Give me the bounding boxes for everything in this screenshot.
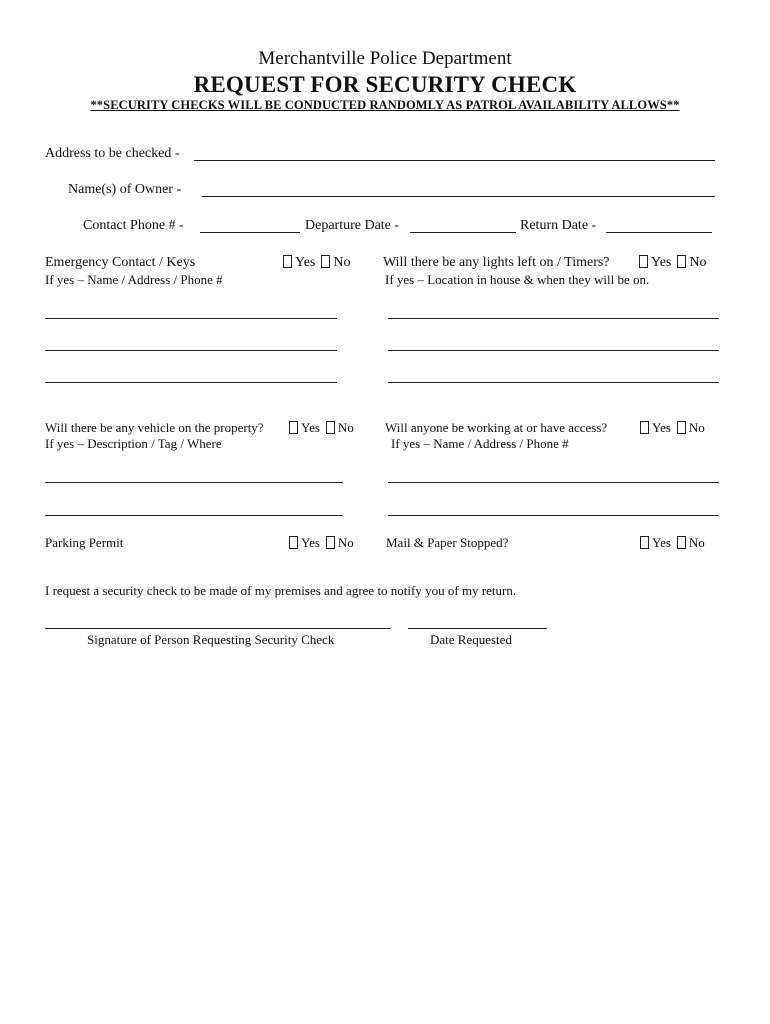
yes-label: Yes bbox=[295, 255, 316, 270]
mail-paper-label: Mail & Paper Stopped? bbox=[386, 535, 509, 550]
access-label: Will anyone be working at or have access? bbox=[385, 420, 608, 435]
no-label: No bbox=[689, 255, 707, 270]
no-label: No bbox=[688, 420, 705, 435]
phone-field[interactable] bbox=[200, 232, 300, 233]
emergency-yes-checkbox[interactable] bbox=[283, 255, 292, 268]
department-name: Merchantville Police Department bbox=[258, 48, 512, 69]
signature-label: Signature of Person Requesting Security Check bbox=[87, 632, 335, 647]
yes-label: Yes bbox=[301, 420, 320, 435]
emergency-answer-line[interactable] bbox=[45, 382, 337, 383]
date-requested-label: Date Requested bbox=[430, 632, 512, 647]
lights-answer-line[interactable] bbox=[388, 318, 719, 319]
mail-yes-checkbox[interactable] bbox=[640, 536, 649, 549]
yes-label: Yes bbox=[651, 255, 672, 270]
vehicle-sub: If yes – Description / Tag / Where bbox=[45, 436, 222, 451]
patrol-notice: **SECURITY CHECKS WILL BE CONDUCTED RANDOMLY AS PATROL AVAILABILITY ALLOWS** bbox=[90, 98, 680, 112]
lights-options bbox=[639, 255, 713, 271]
yes-label: Yes bbox=[301, 535, 320, 550]
lights-label: Will there be any lights left on / Timers? bbox=[383, 255, 610, 270]
no-label: No bbox=[337, 535, 354, 550]
vehicle-options bbox=[289, 420, 360, 436]
vehicle-label: Will there be any vehicle on the property? bbox=[45, 420, 264, 435]
emergency-contact-label: Emergency Contact / Keys bbox=[45, 255, 196, 270]
access-sub: If yes – Name / Address / Phone # bbox=[391, 436, 569, 451]
lights-yes-checkbox[interactable] bbox=[639, 255, 648, 268]
lights-no-checkbox[interactable] bbox=[677, 255, 686, 268]
parking-no-checkbox[interactable] bbox=[326, 536, 335, 549]
return-label: Return Date - bbox=[520, 218, 597, 233]
yes-label: Yes bbox=[652, 420, 671, 435]
parking-yes-checkbox[interactable] bbox=[289, 536, 298, 549]
phone-label: Contact Phone # - bbox=[83, 218, 184, 233]
access-no-checkbox[interactable] bbox=[677, 421, 686, 434]
access-yes-checkbox[interactable] bbox=[640, 421, 649, 434]
access-answer-line[interactable] bbox=[388, 515, 719, 516]
emergency-no-checkbox[interactable] bbox=[321, 255, 330, 268]
emergency-contact-sub: If yes – Name / Address / Phone # bbox=[45, 272, 223, 287]
no-label: No bbox=[688, 535, 705, 550]
mail-options bbox=[640, 535, 711, 551]
owner-label: Name(s) of Owner - bbox=[68, 182, 182, 197]
vehicle-answer-line[interactable] bbox=[45, 482, 343, 483]
agreement-text: I request a security check to be made of my premises and agree to notify you of my return. bbox=[45, 583, 517, 598]
parking-options bbox=[289, 535, 360, 551]
lights-answer-line[interactable] bbox=[388, 350, 719, 351]
vehicle-answer-line[interactable] bbox=[45, 515, 343, 516]
return-date-field[interactable] bbox=[606, 232, 712, 233]
emergency-answer-line[interactable] bbox=[45, 318, 337, 319]
vehicle-no-checkbox[interactable] bbox=[326, 421, 335, 434]
lights-sub: If yes – Location in house & when they will be on. bbox=[385, 272, 650, 287]
address-label: Address to be checked - bbox=[45, 146, 180, 161]
date-requested-field[interactable] bbox=[408, 628, 547, 629]
signature-field[interactable] bbox=[45, 628, 391, 629]
no-label: No bbox=[333, 255, 351, 270]
emergency-answer-line[interactable] bbox=[45, 350, 337, 351]
owner-field[interactable] bbox=[202, 196, 715, 197]
departure-label: Departure Date - bbox=[305, 218, 400, 233]
access-answer-line[interactable] bbox=[388, 482, 719, 483]
yes-label: Yes bbox=[652, 535, 671, 550]
emergency-options bbox=[283, 255, 357, 271]
departure-date-field[interactable] bbox=[410, 232, 516, 233]
parking-permit-label: Parking Permit bbox=[45, 535, 124, 550]
vehicle-yes-checkbox[interactable] bbox=[289, 421, 298, 434]
address-field[interactable] bbox=[194, 160, 715, 161]
form-title: REQUEST FOR SECURITY CHECK bbox=[193, 72, 577, 97]
no-label: No bbox=[337, 420, 354, 435]
access-options bbox=[640, 420, 711, 436]
mail-no-checkbox[interactable] bbox=[677, 536, 686, 549]
lights-answer-line[interactable] bbox=[388, 382, 719, 383]
